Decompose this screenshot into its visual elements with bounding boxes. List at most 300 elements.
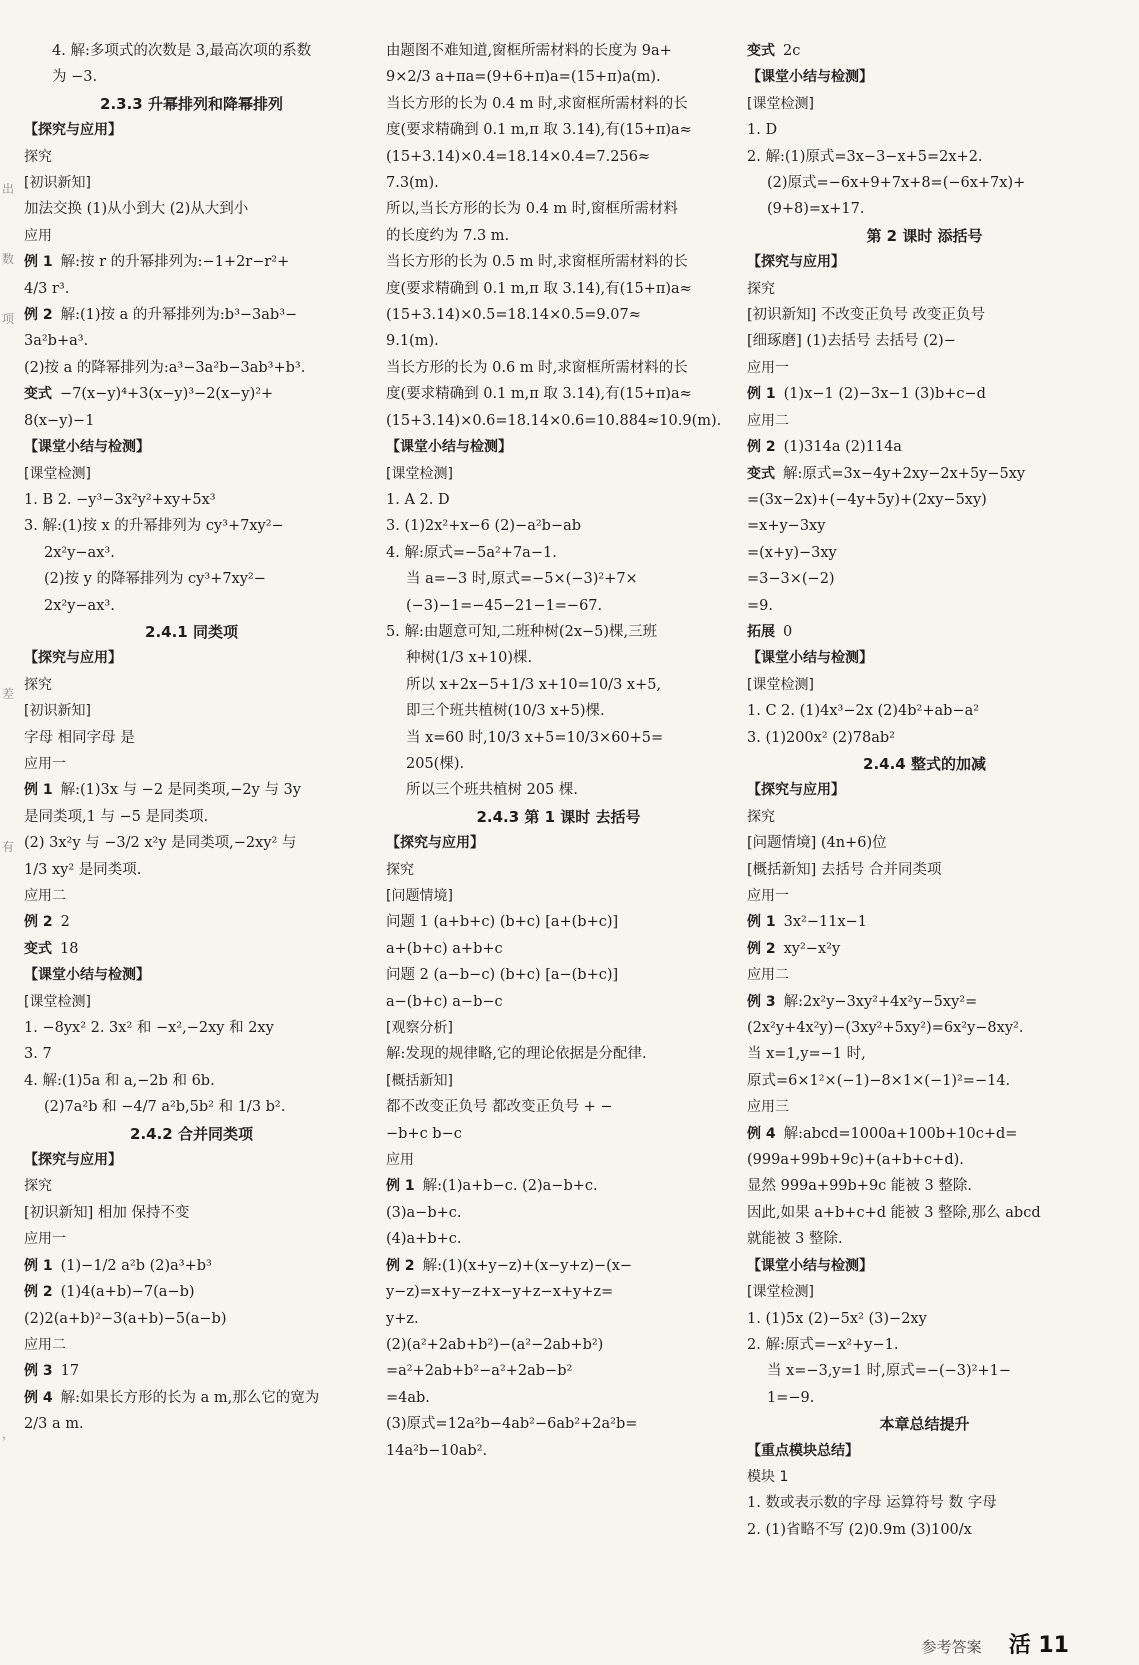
section-heading (747, 1411, 1102, 1437)
answer-line (747, 328, 1102, 354)
line-text: (999a+99b+9c)+(a+b+c+d). (747, 1152, 964, 1169)
part-heading (747, 1253, 1102, 1279)
answer-line (747, 1200, 1102, 1226)
line-text: [课堂检测] (24, 465, 91, 482)
answer-line (386, 355, 731, 381)
line-text: 2.4.1 同类项 (145, 622, 238, 641)
line-text: (3)原式=12a²b−4ab²−6ab²+2a²b= (386, 1416, 638, 1433)
answer-line (24, 725, 359, 751)
answer-line (386, 1358, 731, 1384)
answer-line (386, 566, 731, 592)
example-label: 例 2 (747, 940, 776, 957)
line-text: =4ab. (386, 1389, 430, 1406)
answer-line (747, 989, 1102, 1015)
example-label: 变式 (24, 386, 52, 403)
line-text: a+(b+c) a+b+c (386, 940, 503, 957)
answer-line (386, 1332, 731, 1358)
answer-line (386, 144, 731, 170)
line-text: (1)x−1 (2)−3x−1 (3)b+c−d (783, 386, 986, 403)
line-text: 都不改变正负号 都改变正负号 + − (386, 1099, 613, 1116)
answer-line (747, 1490, 1102, 1516)
line-text: 2. (1)省略不写 (2)0.9m (3)100/x (747, 1521, 972, 1538)
line-text: 1. D (747, 122, 778, 139)
example-label: 例 3 (24, 1363, 53, 1380)
answer-line (747, 540, 1102, 566)
answer-line (747, 144, 1102, 170)
line-text: 【探究与应用】 (24, 1152, 122, 1169)
gutter-char: 出 (2, 182, 15, 196)
line-text: 字母 相同字母 是 (24, 729, 135, 746)
part-heading (747, 1438, 1102, 1464)
answer-column-right (747, 38, 1102, 1543)
line-text: =a²+2ab+b²−a²+2ab−b² (386, 1363, 573, 1380)
part-heading (24, 117, 359, 143)
subsection-label (747, 355, 1102, 381)
subsection-label (747, 1464, 1102, 1490)
line-text: =x+y−3xy (747, 518, 826, 535)
line-text: 【探究与应用】 (747, 782, 845, 799)
line-text: 度(要求精确到 0.1 m,π 取 3.14),有(15+π)a≈ (386, 386, 692, 403)
answer-line (24, 1015, 359, 1041)
line-text: 【课堂小结与检测】 (747, 1257, 873, 1274)
section-heading (747, 751, 1102, 777)
answer-line (747, 593, 1102, 619)
answer-line (386, 1385, 731, 1411)
line-text: y+z. (386, 1310, 419, 1327)
line-text: 应用一 (747, 888, 789, 904)
section-heading (24, 91, 359, 117)
line-text: 应用一 (24, 1231, 66, 1248)
part-heading (24, 1147, 359, 1173)
line-text: 的长度约为 7.3 m. (386, 227, 510, 244)
example-label: 例 2 (24, 307, 53, 324)
answer-line (747, 830, 1102, 856)
line-text: [课堂检测] (747, 676, 814, 693)
line-text: 4. 解:原式=−5a²+7a−1. (386, 544, 557, 561)
answer-column-left (24, 38, 359, 1438)
answer-line (386, 276, 731, 302)
line-text: −7(x−y)⁴+3(x−y)³−2(x−y)²+ (60, 386, 274, 403)
line-text: 3x²−11x−1 (783, 914, 867, 931)
answer-line (747, 1173, 1102, 1199)
answer-line (386, 1200, 731, 1226)
answer-line (24, 566, 359, 592)
answer-line (386, 1438, 731, 1464)
answer-line (24, 1306, 359, 1332)
line-text: 当长方形的长为 0.6 m 时,求窗框所需材料的长 (386, 359, 688, 376)
line-text: 当长方形的长为 0.4 m 时,求窗框所需材料的长 (386, 95, 688, 112)
line-text: 3a²b+a³. (24, 333, 89, 350)
page-footer (922, 1628, 1069, 1659)
line-text: 【重点模块总结】 (747, 1442, 859, 1459)
line-text: 显然 999a+99b+9c 能被 3 整除. (747, 1178, 972, 1195)
subsection-label (747, 408, 1102, 434)
line-text: 1. (1)5x (2)−5x² (3)−2xy (747, 1310, 927, 1327)
answer-line (747, 566, 1102, 592)
answer-line (386, 540, 731, 566)
answer-line (24, 381, 359, 407)
line-text: (2)按 a 的降幂排列为:a³−3a²b−3ab³+b³. (24, 359, 306, 376)
answer-line (747, 461, 1102, 487)
line-text: 14a²b−10ab². (386, 1442, 488, 1459)
line-text: 1/3 xy² 是同类项. (24, 861, 142, 878)
answer-line (24, 804, 359, 830)
answer-line (24, 249, 359, 275)
answer-line (747, 302, 1102, 328)
line-text: 2.3.3 升幂排列和降幂排列 (100, 94, 283, 113)
line-text: 解:(1)(x+y−z)+(x−y+z)−(x− (422, 1257, 633, 1274)
answer-line (386, 1411, 731, 1437)
answer-line (24, 593, 359, 619)
subsection-label (386, 1068, 731, 1094)
part-heading (747, 777, 1102, 803)
line-text: =3−3×(−2) (747, 571, 835, 588)
answer-line (747, 513, 1102, 539)
answer-line (386, 672, 731, 698)
subsection-label (24, 989, 359, 1015)
example-label: 变式 (747, 465, 775, 482)
line-text: 1=−9. (767, 1389, 815, 1406)
line-text: 2.4.4 整式的加减 (863, 754, 986, 773)
answer-line (386, 909, 731, 935)
line-text: 9.1(m). (386, 333, 439, 350)
line-text: 应用 (24, 227, 52, 244)
example-label: 例 1 (747, 386, 776, 403)
answer-line (386, 117, 731, 143)
example-label: 例 4 (747, 1125, 776, 1142)
answer-line (386, 38, 731, 64)
line-text: 8(x−y)−1 (24, 412, 95, 429)
line-text: 2. 解:(1)原式=3x−3−x+5=2x+2. (747, 148, 983, 165)
line-text: [问题情境] (4n+6)位 (747, 835, 887, 852)
line-text: 解:2x²y−3xy²+4x²y−5xy²= (783, 993, 978, 1010)
subsection-label (747, 91, 1102, 117)
example-label: 例 1 (747, 914, 776, 931)
part-heading (24, 962, 359, 988)
line-text: (2)7a²b 和 −4/7 a²b,5b² 和 1/3 b². (44, 1099, 286, 1116)
answer-line (386, 1306, 731, 1332)
line-text: 探究 (24, 1178, 52, 1195)
answer-line (386, 302, 731, 328)
answer-line (386, 725, 731, 751)
line-text: [问题情境] (386, 888, 453, 904)
line-text: 2.4.3 第 1 课时 去括号 (476, 807, 641, 826)
answer-line (386, 513, 731, 539)
page-number: 活 11 (1008, 1633, 1069, 1658)
example-label: 例 1 (386, 1178, 415, 1195)
line-text: xy²−x²y (783, 940, 841, 957)
line-text: 是同类项,1 与 −5 是同类项. (24, 808, 209, 825)
subsection-label (24, 461, 359, 487)
part-heading (747, 645, 1102, 671)
subsection-label (24, 1226, 359, 1252)
line-text: [概括新知] (386, 1072, 453, 1089)
subsection-label (386, 1147, 731, 1173)
line-text: 1. B 2. −y³−3x²y²+xy+5x³ (24, 491, 216, 508)
answer-line (747, 619, 1102, 645)
answer-line (386, 645, 731, 671)
line-text: 当长方形的长为 0.5 m 时,求窗框所需材料的长 (386, 254, 688, 271)
line-text: 2.4.2 合并同类项 (130, 1124, 253, 1143)
line-text: (1)314a (2)114a (783, 439, 902, 456)
line-text: 因此,如果 a+b+c+d 能被 3 整除,那么 abcd (747, 1204, 1041, 1221)
line-text: 解:发现的规律略,它的理论依据是分配律. (386, 1046, 647, 1063)
line-text: 4. 解:多项式的次数是 3,最高次项的系数 (52, 43, 312, 59)
line-text: =(x+y)−3xy (747, 544, 837, 561)
answer-line (24, 408, 359, 434)
example-label: 例 1 (24, 1257, 53, 1274)
answer-line (24, 1068, 359, 1094)
line-text: 探究 (747, 808, 775, 825)
example-label: 变式 (24, 940, 52, 957)
line-text: 所以三个班共植树 205 棵. (406, 782, 579, 799)
example-label: 变式 (747, 43, 775, 59)
line-text: [初识新知] (24, 703, 91, 720)
example-label: 例 1 (24, 782, 53, 799)
answer-line (386, 936, 731, 962)
line-text: 1. C 2. (1)4x³−2x (2)4b²+ab−a² (747, 703, 980, 720)
answer-line (24, 1094, 359, 1120)
gutter-char: 差 (2, 687, 15, 701)
line-text: 应用二 (24, 1336, 66, 1353)
subsection-label (24, 883, 359, 909)
section-heading (386, 804, 731, 830)
part-heading (747, 64, 1102, 90)
line-text: 3. 解:(1)按 x 的升幂排列为 cy³+7xy²− (24, 518, 284, 535)
section-heading (747, 223, 1102, 249)
line-text: 当 x=1,y=−1 时, (747, 1046, 866, 1063)
answer-line (386, 1041, 731, 1067)
line-text: 应用一 (747, 359, 789, 376)
line-text: (15+3.14)×0.5=18.14×0.5=9.07≈ (386, 307, 641, 324)
part-heading (386, 830, 731, 856)
line-text: 探究 (747, 280, 775, 297)
answer-line (24, 830, 359, 856)
line-text: (15+3.14)×0.6=18.14×0.6=10.884≈10.9(m). (386, 412, 722, 429)
line-text: (2)2(a+b)²−3(a+b)−5(a−b) (24, 1310, 227, 1327)
answer-line (386, 328, 731, 354)
subsection-label (747, 672, 1102, 698)
answer-line (24, 857, 359, 883)
answer-line (386, 170, 731, 196)
line-text: 度(要求精确到 0.1 m,π 取 3.14),有(15+π)a≈ (386, 122, 692, 139)
line-text: y−z)=x+y−z+x−y+z−x+y+z= (386, 1284, 614, 1301)
line-text: [初识新知] 不改变正负号 改变正负号 (747, 307, 986, 324)
line-text: (2)按 y 的降幂排列为 cy³+7xy²− (44, 571, 266, 588)
answer-line (747, 1041, 1102, 1067)
gutter-char: 有 (2, 840, 15, 854)
line-text: =(3x−2x)+(−4y+5y)+(2xy−5xy) (747, 491, 987, 508)
line-text: 原式=6×1²×(−1)−8×1×(−1)²=−14. (747, 1072, 1011, 1089)
example-label: 例 2 (24, 914, 53, 931)
answer-line (386, 962, 731, 988)
answer-line (24, 355, 359, 381)
answer-line (386, 91, 731, 117)
line-text: 就能被 3 整除. (747, 1231, 843, 1248)
line-text: 1. 数或表示数的字母 运算符号 数 字母 (747, 1495, 997, 1512)
line-text: [课堂检测] (24, 993, 91, 1010)
answer-line (747, 936, 1102, 962)
answer-line (386, 777, 731, 803)
line-text: 2c (783, 43, 801, 59)
line-text: 【课堂小结与检测】 (24, 439, 150, 456)
line-text: 加法交换 (1)从小到大 (2)从大到小 (24, 201, 249, 218)
line-text: 度(要求精确到 0.1 m,π 取 3.14),有(15+π)a≈ (386, 280, 692, 297)
answer-line (386, 408, 731, 434)
answer-line (747, 725, 1102, 751)
answer-line (747, 1226, 1102, 1252)
line-text: 【课堂小结与检测】 (747, 69, 873, 86)
line-text: 1. A 2. D (386, 491, 450, 508)
line-text: (9+8)=x+17. (767, 201, 865, 218)
line-text: =9. (747, 597, 773, 614)
subsection-label (747, 962, 1102, 988)
answer-line (24, 540, 359, 566)
answer-line (386, 989, 731, 1015)
answer-line (386, 64, 731, 90)
answer-line (747, 487, 1102, 513)
line-text: a−(b+c) a−b−c (386, 993, 503, 1010)
line-text: 当 x=−3,y=1 时,原式=−(−3)²+1− (767, 1363, 1012, 1380)
line-text: (1)4(a+b)−7(a−b) (60, 1284, 195, 1301)
line-text: 探究 (24, 676, 52, 693)
line-text: [概括新知] 去括号 合并同类项 (747, 861, 942, 878)
subsection-label (24, 672, 359, 698)
answer-line (24, 1041, 359, 1067)
line-text: (2) 3x²y 与 −3/2 x²y 是同类项,−2xy² 与 (24, 835, 297, 852)
line-text: 由题图不难知道,窗框所需材料的长度为 9a+ (386, 43, 672, 59)
answer-line (386, 249, 731, 275)
subsection-label (386, 857, 731, 883)
subsection-label (386, 1015, 731, 1041)
subsection-label (24, 170, 359, 196)
answer-line (386, 1094, 731, 1120)
answer-line (747, 38, 1102, 64)
answer-line (24, 302, 359, 328)
gutter-char: 数 (2, 252, 15, 266)
line-text: 【探究与应用】 (24, 650, 122, 667)
line-text: 0 (783, 623, 793, 640)
line-text: 7.3(m). (386, 175, 439, 192)
line-text: 解:原式=3x−4y+2xy−2x+5y−5xy (783, 465, 1026, 482)
line-text: 第 2 课时 添括号 (866, 226, 983, 245)
answer-line (24, 487, 359, 513)
line-text: 问题 2 (a−b−c) (b+c) [a−(b+c)] (386, 967, 619, 984)
line-text: 应用二 (747, 412, 789, 429)
line-text: 【课堂小结与检测】 (386, 439, 512, 456)
answer-line (747, 1332, 1102, 1358)
line-text: 【探究与应用】 (747, 254, 845, 271)
part-heading (24, 645, 359, 671)
line-text: (−3)−1=−45−21−1=−67. (406, 597, 603, 614)
line-text: 2 (60, 914, 70, 931)
line-text: 当 x=60 时,10/3 x+5=10/3×60+5= (406, 729, 664, 746)
line-text: (3)a−b+c. (386, 1204, 462, 1221)
line-text: 所以 x+2x−5+1/3 x+10=10/3 x+5, (406, 676, 662, 693)
line-text: 2. 解:原式=−x²+y−1. (747, 1336, 899, 1353)
line-text: 种树(1/3 x+10)棵. (406, 650, 533, 667)
line-text: [课堂检测] (747, 1284, 814, 1301)
answer-line (386, 223, 731, 249)
line-text: 【探究与应用】 (24, 122, 122, 139)
line-text: 问题 1 (a+b+c) (b+c) [a+(b+c)] (386, 914, 619, 931)
answer-line (24, 1358, 359, 1384)
gutter-char: 项 (2, 312, 15, 326)
answer-line (747, 117, 1102, 143)
answer-line (386, 1226, 731, 1252)
line-text: 5. 解:由题意可知,二班种树(2x−5)棵,三班 (386, 623, 658, 640)
subsection-label (747, 1094, 1102, 1120)
line-text: 应用二 (24, 888, 66, 904)
answer-line (747, 170, 1102, 196)
answer-line (747, 1306, 1102, 1332)
line-text: 解:按 r 的升幂排列为:−1+2r−r²+ (60, 254, 290, 271)
gutter-char: ， (2, 1427, 15, 1441)
line-text: 所以,当长方形的长为 0.4 m 时,窗框所需材料 (386, 201, 678, 218)
line-text: (2x²y+4x²y)−(3xy²+5xy²)=6x²y−8xy². (747, 1020, 1024, 1037)
answer-line (747, 1358, 1102, 1384)
line-text: 解:(1)a+b−c. (2)a−b+c. (422, 1178, 598, 1195)
answer-line (747, 698, 1102, 724)
subsection-label (386, 883, 731, 909)
line-text: 解:(1)3x 与 −2 是同类项,−2y 与 3y (60, 782, 301, 799)
answer-line (747, 1015, 1102, 1041)
example-label: 例 3 (747, 993, 776, 1010)
section-heading (24, 619, 359, 645)
line-text: 4/3 r³. (24, 280, 70, 297)
answer-line (747, 196, 1102, 222)
line-text: 应用三 (747, 1099, 789, 1116)
answer-line (747, 1147, 1102, 1173)
line-text: [课堂检测] (747, 95, 814, 112)
line-text: 205(棵). (406, 755, 465, 772)
line-text: 18 (60, 940, 79, 957)
line-text: 为 −3. (52, 69, 98, 86)
answer-column-middle (386, 38, 731, 1464)
line-text: 3. (1)200x² (2)78ab² (747, 729, 895, 746)
subsection-label (747, 1279, 1102, 1305)
subsection-label (747, 276, 1102, 302)
part-heading (386, 434, 731, 460)
example-label: 例 2 (386, 1257, 415, 1274)
line-text: 2/3 a m. (24, 1416, 84, 1433)
answer-line (747, 434, 1102, 460)
subsection-label (747, 883, 1102, 909)
line-text: 当 a=−3 时,原式=−5×(−3)²+7× (406, 571, 638, 588)
answer-line (24, 38, 359, 64)
answer-line (747, 381, 1102, 407)
example-label: 拓展 (747, 623, 775, 640)
answer-line (747, 1517, 1102, 1543)
line-text: 探究 (24, 148, 52, 165)
line-text: 模块 1 (747, 1468, 789, 1485)
subsection-label (24, 223, 359, 249)
line-text: 【课堂小结与检测】 (24, 967, 150, 984)
line-text: (4)a+b+c. (386, 1231, 462, 1248)
line-text: 17 (60, 1363, 80, 1380)
line-text: −b+c b−c (386, 1125, 462, 1142)
answer-line (24, 276, 359, 302)
answer-line (747, 857, 1102, 883)
line-text: (2)(a²+2ab+b²)−(a²−2ab+b²) (386, 1336, 604, 1353)
answer-line (24, 513, 359, 539)
answer-line (747, 1121, 1102, 1147)
answer-line (24, 1279, 359, 1305)
line-text: 应用二 (747, 967, 789, 984)
answer-line (386, 381, 731, 407)
section-heading (24, 1121, 359, 1147)
answer-line (386, 196, 731, 222)
